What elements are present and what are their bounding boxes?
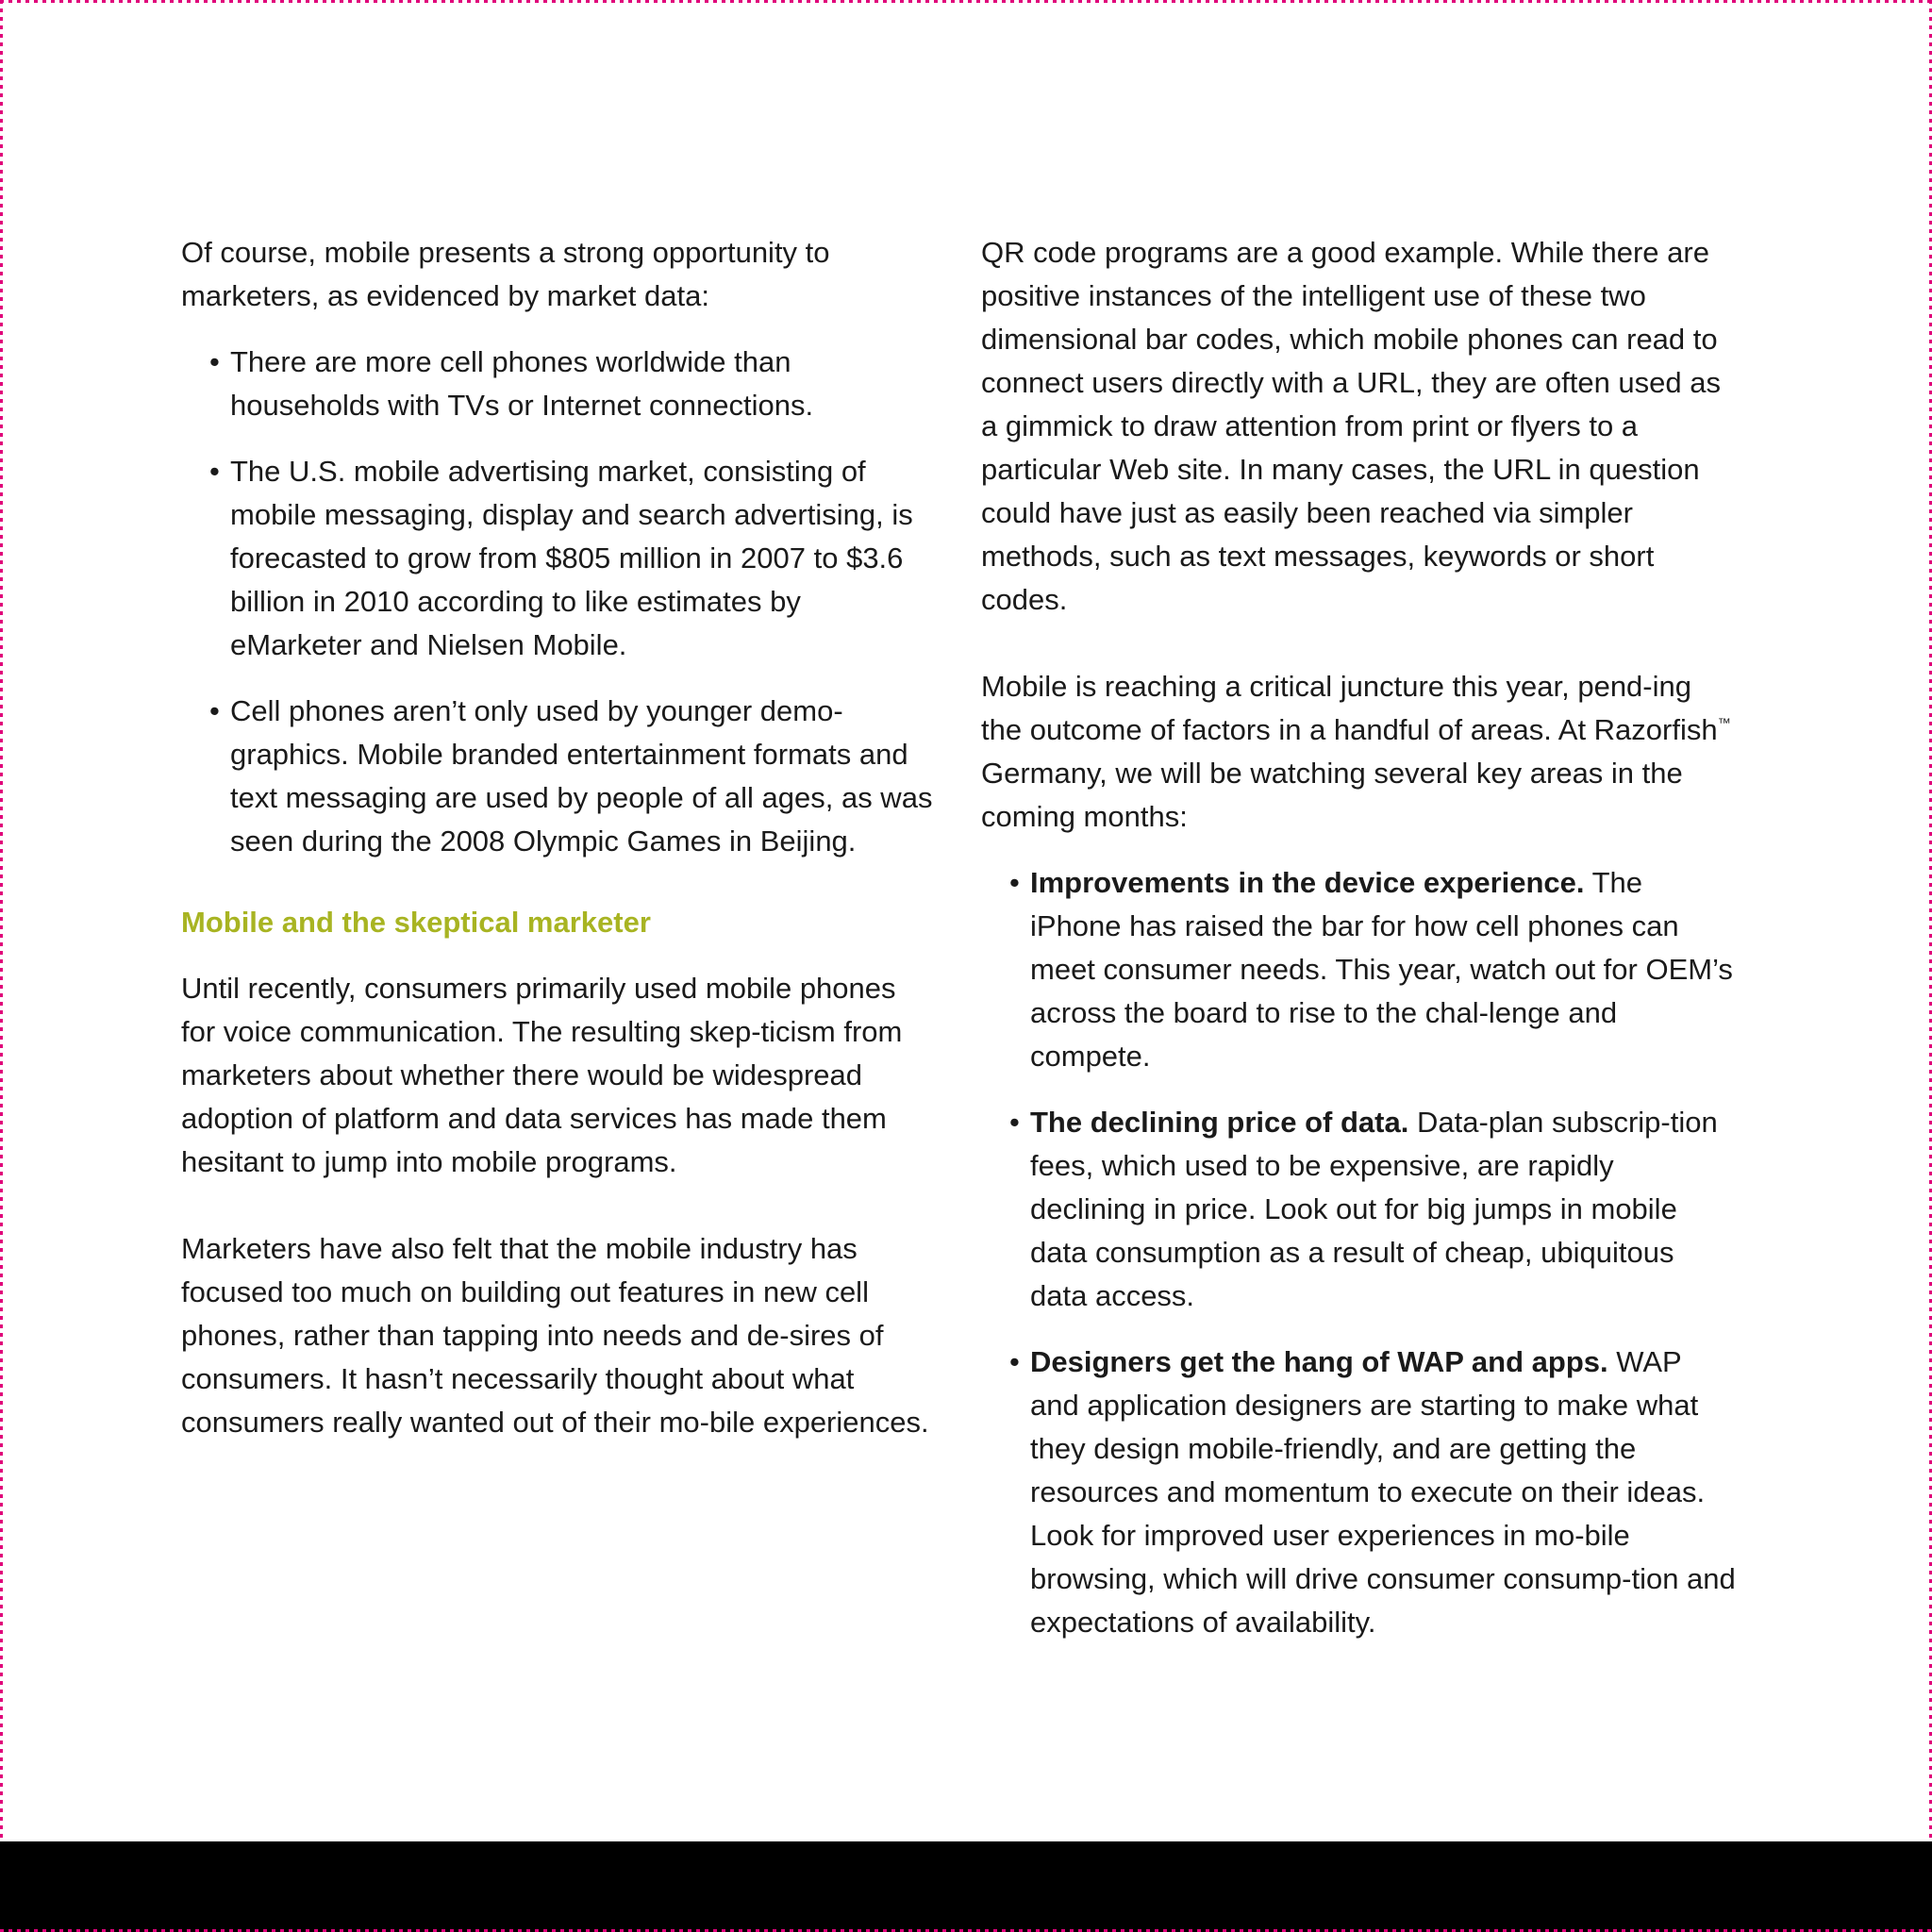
crop-border-left bbox=[0, 0, 3, 1841]
list-item-lead: Designers get the hang of WAP and apps. bbox=[1030, 1345, 1608, 1378]
bullet-icon: • bbox=[209, 694, 220, 727]
bullet-icon: • bbox=[209, 345, 220, 378]
bullet-icon: • bbox=[209, 455, 220, 488]
bullet-icon: • bbox=[1009, 866, 1020, 899]
list-item-text: WAP and application designers are starting to make what they design mobile-friendly, and are getting the resources and momentum to execute on their ideas. Look for improved user experiences in mo-bile browsing, which will drive consumer consump-tion and expectations of availability. bbox=[1030, 1345, 1736, 1639]
body-paragraph: QR code programs are a good example. While there are positive instances of the intelligent use of these two dimensional bar codes, which mobile phones can read to connect users directly with a URL, they are often used as a gimmick to draw attention from print or flyers to a particular Web site. In many cases, the URL in question could have just as easily been reached via simpler methods, such as text messages, keywords or short codes. bbox=[981, 236, 1722, 616]
list-item-text: Cell phones aren’t only used by younger demo-graphics. Mobile branded entertainment formats and text messaging are used by people of all ages, as was seen during the 2008 Olympic Games in Beijing. bbox=[230, 694, 933, 858]
crop-border-top bbox=[0, 0, 1932, 3]
list-item-text: The U.S. mobile advertising market, consisting of mobile messaging, display and search advertising, is forecasted to grow from $805 million in 2007 to $3.6 billion in 2010 according to like estimates by eMarketer and Nielsen Mobile. bbox=[230, 455, 913, 661]
list-item-text: There are more cell phones worldwide than households with TVs or Internet connections. bbox=[230, 345, 814, 422]
list-item bbox=[181, 690, 936, 863]
bullet-icon: • bbox=[1009, 1106, 1020, 1139]
footer-bar bbox=[0, 1841, 1932, 1932]
list-item-lead: Improvements in the device experience. bbox=[1030, 866, 1585, 899]
body-paragraph bbox=[981, 665, 1736, 839]
trademark-symbol: ™ bbox=[1717, 715, 1731, 730]
list-item-lead: The declining price of data. bbox=[1030, 1106, 1409, 1139]
list-item bbox=[181, 450, 936, 667]
body-paragraph: Until recently, consumers primarily used mobile phones for voice communication. The resulting skep-ticism from marketers about whether there would be widespread adoption of platform and data services has made them hesitant to jump into mobile programs. bbox=[181, 972, 903, 1178]
list-item bbox=[981, 1101, 1736, 1318]
paragraph-text: Mobile is reaching a critical juncture this year, pend-ing the outcome of factors in a handful of areas. At Razorfish bbox=[981, 670, 1718, 746]
bullet-icon: • bbox=[1009, 1345, 1020, 1378]
market-data-list bbox=[181, 341, 936, 863]
list-item-text: The iPhone has raised the bar for how cell phones can meet consumer needs. This year, watch out for OEM’s across the board to rise to the chal-lenge and compete. bbox=[1030, 866, 1733, 1073]
list-item-text: Data-plan subscrip-tion fees, which used to be expensive, are rapidly declining in price. Look out for big jumps in mobile data consumption as a result of cheap, ubiquitous data access. bbox=[1030, 1106, 1718, 1312]
paragraph-text: Germany, we will be watching several key areas in the coming months: bbox=[981, 757, 1683, 833]
list-item bbox=[181, 341, 936, 427]
right-column bbox=[981, 231, 1736, 1667]
section-heading: Mobile and the skeptical marketer bbox=[181, 906, 651, 939]
body-paragraph: Marketers have also felt that the mobile industry has focused too much on building out features in new cell phones, rather than tapping into needs and de-sires of consumers. It hasn’t necessarily thought about what consumers really wanted out of their mo-bile experiences. bbox=[181, 1232, 929, 1439]
list-item bbox=[981, 861, 1736, 1078]
intro-paragraph: Of course, mobile presents a strong opportunity to marketers, as evidenced by market data: bbox=[181, 236, 830, 312]
left-column bbox=[181, 231, 936, 1444]
list-item bbox=[981, 1341, 1736, 1644]
key-areas-list bbox=[981, 861, 1736, 1644]
